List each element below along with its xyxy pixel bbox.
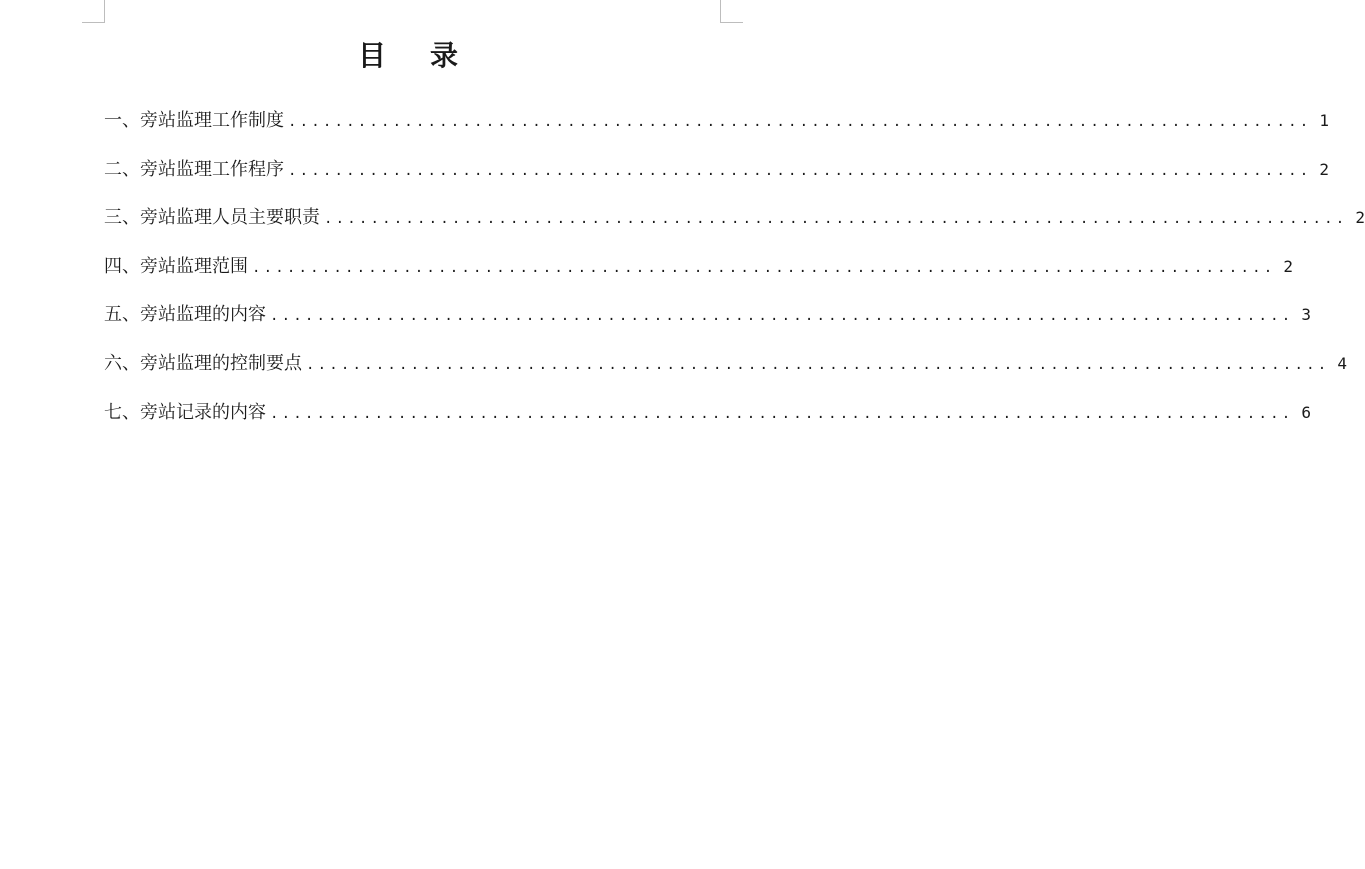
- toc-entry-page-number: 2: [1319, 159, 1329, 179]
- toc-entry-page-number: 6: [1301, 402, 1311, 422]
- margin-mark-top-left: [82, 0, 105, 23]
- toc-dot-leader: ........................................................................................: [270, 308, 1294, 325]
- toc-entry[interactable]: [104, 155, 1329, 204]
- toc-dot-leader: ........................................................................................: [324, 211, 1348, 228]
- toc-entry[interactable]: [104, 203, 1365, 252]
- toc-entry[interactable]: [104, 300, 1311, 349]
- toc-entry-label: 四、旁站监理范围: [104, 255, 248, 277]
- toc-dot-leader: ........................................................................................: [270, 405, 1294, 422]
- toc-entry[interactable]: [104, 252, 1293, 301]
- toc-heading-part-2: 录: [430, 39, 459, 72]
- toc-entry-label: 一、旁站监理工作制度: [104, 110, 284, 131]
- toc-entry-label: 五、旁站监理的内容: [104, 304, 266, 326]
- toc-entry-page-number: 2: [1355, 208, 1365, 228]
- toc-entry-page-number: 1: [1319, 111, 1329, 130]
- toc-entry-label: 二、旁站监理工作程序: [104, 158, 284, 180]
- margin-mark-top-right: [720, 0, 743, 23]
- toc-entry-page-number: 2: [1283, 256, 1293, 276]
- toc-entry[interactable]: [104, 398, 1311, 447]
- toc-entry[interactable]: [104, 106, 1329, 155]
- toc-entry-page-number: 4: [1337, 353, 1347, 373]
- toc-entry-label: 三、旁站监理人员主要职责: [104, 207, 320, 229]
- toc-list: [104, 106, 1365, 446]
- toc-dot-leader: ........................................................................................: [288, 162, 1312, 179]
- toc-heading: [0, 36, 816, 76]
- toc-heading-part-1: 目: [357, 39, 386, 72]
- toc-entry[interactable]: [104, 349, 1347, 398]
- toc-entry-label: 七、旁站记录的内容: [104, 401, 266, 423]
- toc-entry-label: 六、旁站监理的控制要点: [104, 352, 302, 374]
- toc-entry-page-number: 3: [1301, 305, 1311, 325]
- toc-dot-leader: ........................................................................................: [288, 114, 1312, 130]
- toc-dot-leader: ........................................................................................: [252, 259, 1276, 276]
- toc-dot-leader: ........................................................................................: [306, 356, 1330, 373]
